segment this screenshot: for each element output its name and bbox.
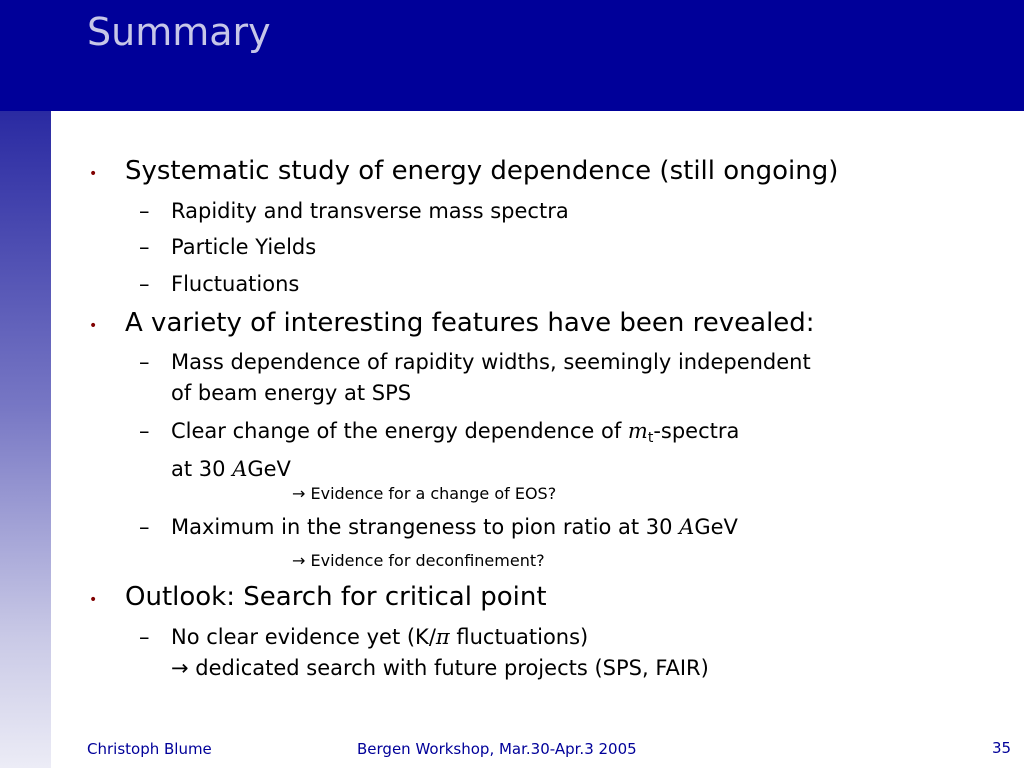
dash-marker: – bbox=[139, 350, 150, 374]
sub-item-1-3: Fluctuations bbox=[171, 272, 300, 296]
mt-variable: m bbox=[627, 419, 648, 443]
sub-item-1-2: Particle Yields bbox=[171, 235, 317, 259]
a-variable: A bbox=[232, 457, 248, 481]
sub-item-1-1: Rapidity and transverse mass spectra bbox=[171, 199, 569, 223]
arrow-icon: → bbox=[171, 656, 189, 680]
note-deconfinement-text: Evidence for deconfinement? bbox=[310, 551, 545, 570]
dash-marker: – bbox=[139, 235, 150, 259]
slide-title: Summary bbox=[87, 10, 271, 54]
mt-subscript: t bbox=[647, 430, 654, 446]
dash-marker: – bbox=[139, 515, 150, 539]
arrow-icon: → bbox=[292, 484, 306, 503]
bullet-1-text: Systematic study of energy dependence (still ongoing) bbox=[125, 156, 839, 186]
sidebar-gradient bbox=[0, 111, 51, 768]
note-eos bbox=[292, 484, 556, 503]
sub-item-2-1-line2: of beam energy at SPS bbox=[171, 381, 412, 405]
sub-item-2-2-post: -spectra bbox=[653, 419, 740, 443]
sub-item-3-1-post: fluctuations) bbox=[449, 625, 589, 649]
footer-event: Bergen Workshop, Mar.30-Apr.3 2005 bbox=[357, 740, 637, 758]
sub-item-3-1-line2: dedicated search with future projects (SPS, FAIR) bbox=[195, 656, 709, 680]
sub-item-2-2-pre: Clear change of the energy dependence of bbox=[171, 419, 628, 443]
sub-item-2-1 bbox=[171, 347, 811, 409]
bullet-2-text: A variety of interesting features have been revealed: bbox=[125, 308, 815, 338]
bullet-marker: • bbox=[89, 318, 98, 334]
sub-item-2-3 bbox=[171, 512, 738, 543]
a-variable: A bbox=[679, 515, 695, 539]
sub-item-2-3-pre: Maximum in the strangeness to pion ratio at 30 bbox=[171, 515, 680, 539]
sub-item-2-3-post: GeV bbox=[694, 515, 738, 539]
dash-marker: – bbox=[139, 272, 150, 296]
title-bar bbox=[0, 0, 1024, 111]
page-number: 35 bbox=[992, 739, 1012, 757]
sub-item-3-1-pre: No clear evidence yet (K/ bbox=[171, 625, 436, 649]
note-eos-text: Evidence for a change of EOS? bbox=[310, 484, 557, 503]
bullet-3-text: Outlook: Search for critical point bbox=[125, 582, 547, 612]
sub-item-2-2-line2-pre: at 30 bbox=[171, 457, 233, 481]
sub-item-2-2 bbox=[171, 416, 739, 485]
sub-item-3-1 bbox=[171, 622, 709, 684]
dash-marker: – bbox=[139, 625, 150, 649]
pi-symbol: π bbox=[435, 625, 450, 649]
note-deconfinement bbox=[292, 551, 545, 570]
bullet-marker: • bbox=[89, 166, 98, 182]
footer-author: Christoph Blume bbox=[87, 740, 212, 758]
sub-item-2-2-line2-post: GeV bbox=[247, 457, 291, 481]
sub-item-2-1-line1: Mass dependence of rapidity widths, seemingly independent bbox=[171, 350, 811, 374]
dash-marker: – bbox=[139, 199, 150, 223]
arrow-icon: → bbox=[292, 551, 306, 570]
bullet-marker: • bbox=[89, 592, 98, 608]
dash-marker: – bbox=[139, 419, 150, 443]
